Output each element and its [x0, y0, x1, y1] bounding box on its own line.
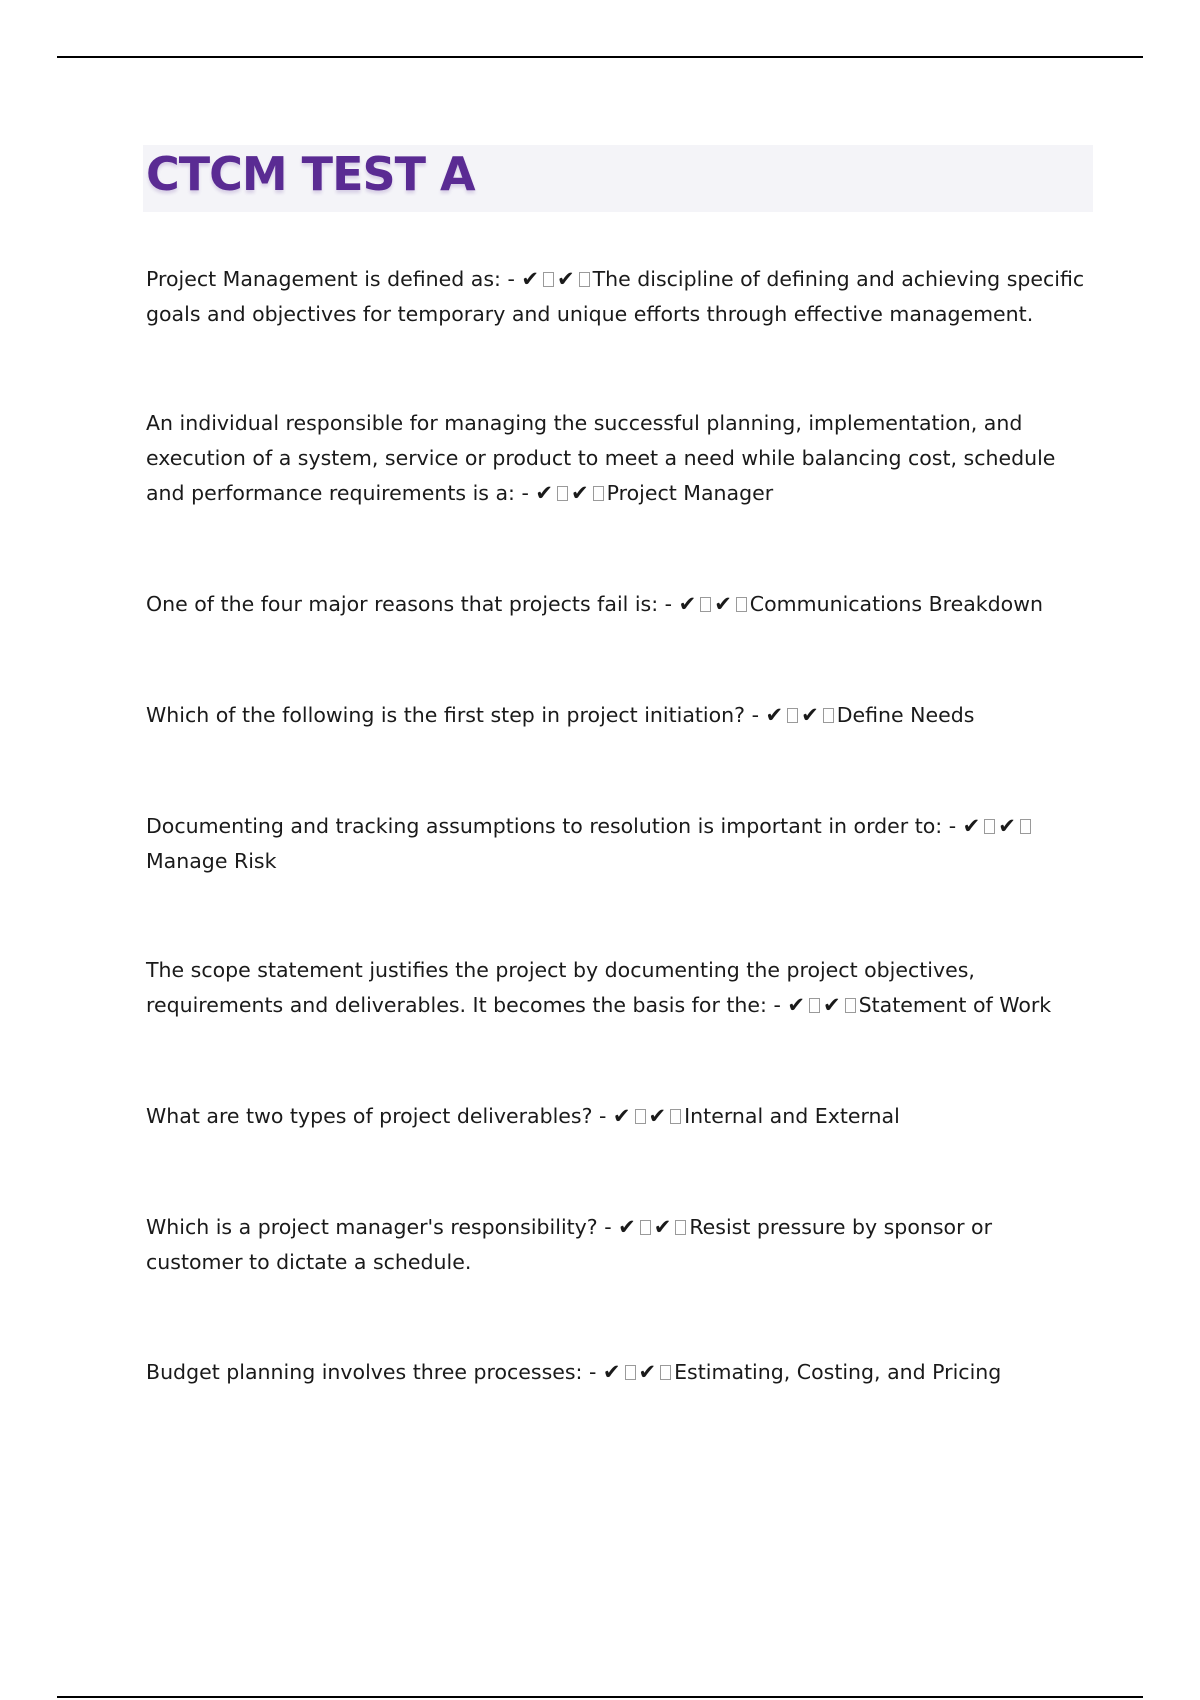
box-icon	[640, 1220, 651, 1235]
check-icon: ✔	[556, 267, 576, 291]
qa-item-3	[146, 587, 1086, 622]
check-icon: ✔	[618, 1215, 637, 1239]
box-icon	[593, 486, 604, 501]
answer-text: Internal and External	[684, 1104, 900, 1128]
box-icon	[736, 597, 747, 612]
check-icon: ✔	[801, 703, 820, 727]
answer-text: Resist pressure by sponsor or customer to dictate a schedule.	[146, 1215, 992, 1274]
qa-item-6	[146, 953, 1086, 1023]
question-text: Project Management is defined as:	[146, 267, 501, 291]
box-icon	[670, 1109, 681, 1124]
separator: -	[942, 814, 963, 838]
box-icon	[823, 708, 834, 723]
box-icon	[579, 272, 590, 287]
check-icon: ✔	[962, 814, 982, 838]
separator: -	[514, 481, 536, 505]
separator: -	[745, 703, 766, 727]
qa-item-2	[146, 406, 1086, 511]
check-icon: ✔	[535, 481, 554, 505]
check-icon: ✔	[678, 592, 698, 616]
separator: -	[766, 993, 788, 1017]
box-icon	[557, 486, 568, 501]
separator: -	[597, 1215, 619, 1239]
question-text: One of the four major reasons that projects fail is:	[146, 592, 659, 616]
separator: -	[592, 1104, 613, 1128]
check-marks	[765, 703, 836, 727]
box-icon	[660, 1365, 671, 1380]
check-marks	[618, 1215, 689, 1239]
answer-text: Define Needs	[836, 703, 975, 727]
qa-item-7	[146, 1099, 1086, 1134]
box-icon	[543, 272, 554, 287]
qa-item-1	[146, 262, 1086, 332]
box-icon	[625, 1365, 636, 1380]
box-icon	[635, 1109, 646, 1124]
box-icon	[700, 597, 711, 612]
answer-text: Communications Breakdown	[749, 592, 1043, 616]
question-text: Which is a project manager's responsibility?	[146, 1215, 598, 1239]
answer-text: Manage Risk	[146, 849, 277, 873]
qa-item-5	[146, 809, 1086, 879]
check-marks	[535, 481, 606, 505]
answer-text: Estimating, Costing, and Pricing	[674, 1360, 1002, 1384]
box-icon	[845, 998, 856, 1013]
answer-text: The discipline of defining and achieving specific goals and objectives for temporary and unique efforts through effective management.	[146, 267, 1085, 326]
check-icon: ✔	[638, 1360, 658, 1384]
check-icon: ✔	[521, 267, 540, 291]
question-text: Budget planning involves three processes:	[146, 1360, 583, 1384]
check-icon: ✔	[653, 1215, 673, 1239]
separator: -	[658, 592, 679, 616]
check-icon: ✔	[648, 1104, 668, 1128]
box-icon	[809, 998, 820, 1013]
answer-text: Statement of Work	[858, 993, 1052, 1017]
check-marks	[521, 267, 592, 291]
answer-text: Project Manager	[606, 481, 774, 505]
check-marks	[679, 592, 750, 616]
question-text: Documenting and tracking assumptions to resolution is important in order to:	[146, 814, 943, 838]
question-text: An individual responsible for managing the successful planning, implementation, and execution of a system, service or product to meet a need while balancing cost, schedule and performance requirements is a:	[146, 411, 1056, 505]
check-icon: ✔	[714, 592, 733, 616]
box-icon	[984, 819, 995, 834]
check-marks	[963, 814, 1034, 838]
bottom-rule	[57, 1696, 1143, 1698]
document-title: CTCM TEST A	[146, 147, 475, 201]
box-icon	[675, 1220, 686, 1235]
check-icon: ✔	[998, 814, 1017, 838]
qa-item-9	[146, 1355, 1086, 1390]
question-text: Which of the following is the first step in project initiation?	[146, 703, 746, 727]
check-icon: ✔	[571, 481, 590, 505]
separator: -	[582, 1360, 603, 1384]
check-marks	[787, 993, 858, 1017]
box-icon	[1020, 819, 1031, 834]
qa-item-8	[146, 1210, 1086, 1280]
top-rule	[57, 56, 1143, 58]
question-text: What are two types of project deliverables?	[146, 1104, 593, 1128]
check-icon: ✔	[602, 1360, 622, 1384]
check-icon: ✔	[822, 993, 842, 1017]
check-marks	[613, 1104, 684, 1128]
box-icon	[787, 708, 798, 723]
check-icon: ✔	[612, 1104, 632, 1128]
check-marks	[603, 1360, 674, 1384]
check-icon: ✔	[765, 703, 785, 727]
question-text: The scope statement justifies the project by documenting the project objectives, requirements and deliverables. It becomes the basis for the:	[146, 958, 975, 1017]
separator: -	[500, 267, 522, 291]
qa-item-4	[146, 698, 1086, 733]
check-icon: ✔	[787, 993, 806, 1017]
